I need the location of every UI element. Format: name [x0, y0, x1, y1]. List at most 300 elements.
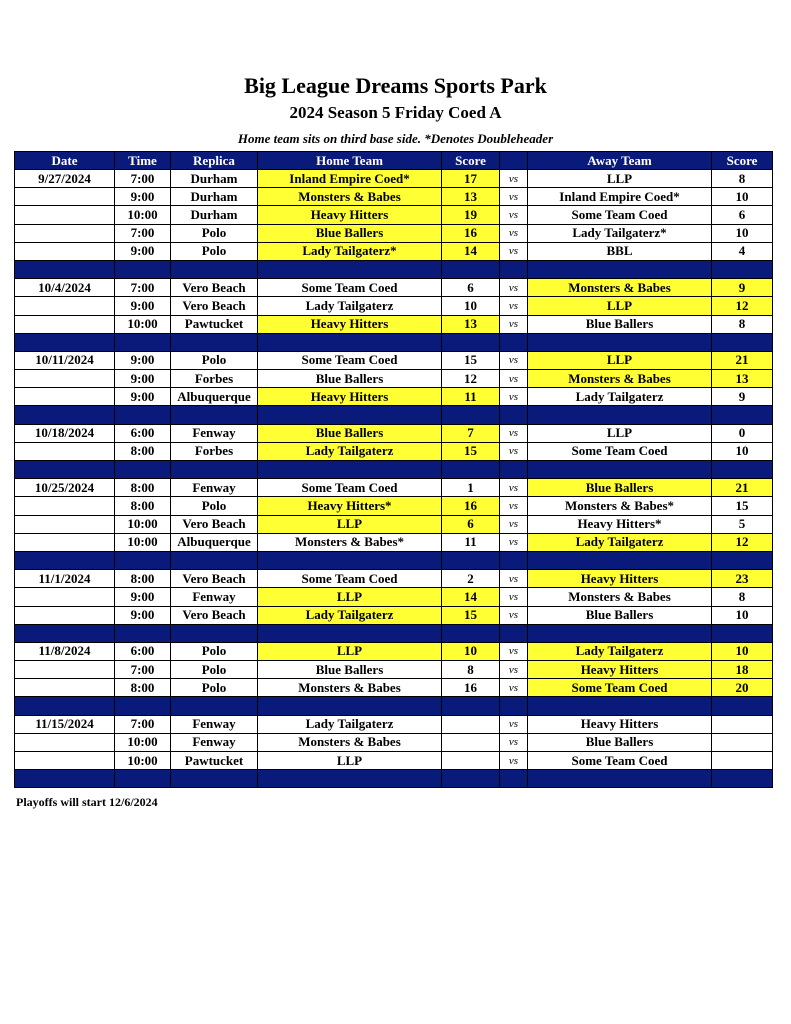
season-subtitle: 2024 Season 5 Friday Coed A — [289, 103, 502, 122]
separator-row — [15, 461, 773, 479]
away-team: Monsters & Babes — [528, 588, 712, 606]
vs-label: vs — [500, 424, 528, 442]
home-score: 1 — [442, 479, 500, 497]
separator-cell — [528, 551, 712, 569]
separator-cell — [15, 624, 115, 642]
home-score: 10 — [442, 297, 500, 315]
col-header-date: Date — [15, 152, 115, 170]
vs-label: vs — [500, 170, 528, 188]
col-header-home-score: Score — [442, 152, 500, 170]
game-date: 11/8/2024 — [15, 642, 115, 660]
table-header-row — [15, 152, 773, 170]
game-time: 10:00 — [115, 315, 171, 333]
game-date — [15, 515, 115, 533]
separator-row — [15, 624, 773, 642]
table-row — [15, 752, 773, 770]
vs-label: vs — [500, 224, 528, 242]
page-title: Big League Dreams Sports Park — [244, 73, 547, 98]
home-score: 12 — [442, 370, 500, 388]
table-row — [15, 533, 773, 551]
away-score: 4 — [712, 242, 773, 260]
home-score: 13 — [442, 315, 500, 333]
separator-cell — [442, 697, 500, 715]
separator-row — [15, 260, 773, 278]
field-replica: Durham — [171, 188, 258, 206]
game-date: 11/1/2024 — [15, 570, 115, 588]
separator-cell — [15, 770, 115, 788]
home-team: Blue Ballers — [258, 370, 442, 388]
away-score: 10 — [712, 642, 773, 660]
field-replica: Durham — [171, 170, 258, 188]
away-team: LLP — [528, 351, 712, 369]
separator-cell — [258, 770, 442, 788]
away-team: Heavy Hitters — [528, 661, 712, 679]
away-team: Lady Tailgaterz — [528, 388, 712, 406]
game-date — [15, 297, 115, 315]
separator-cell — [712, 260, 773, 278]
away-score: 21 — [712, 351, 773, 369]
schedule-note: Home team sits on third base side. *Denotes Doubleheader — [237, 131, 554, 146]
col-header-away-team: Away Team — [528, 152, 712, 170]
separator-cell — [115, 461, 171, 479]
home-score: 15 — [442, 606, 500, 624]
separator-cell — [442, 461, 500, 479]
home-team: Blue Ballers — [258, 224, 442, 242]
away-score: 0 — [712, 424, 773, 442]
game-time: 9:00 — [115, 188, 171, 206]
vs-label: vs — [500, 388, 528, 406]
home-team: Some Team Coed — [258, 570, 442, 588]
col-header-home-team: Home Team — [258, 152, 442, 170]
game-date — [15, 606, 115, 624]
game-date — [15, 497, 115, 515]
table-row — [15, 424, 773, 442]
vs-label: vs — [500, 351, 528, 369]
home-team: Monsters & Babes — [258, 733, 442, 751]
separator-row — [15, 551, 773, 569]
away-team: LLP — [528, 424, 712, 442]
game-date — [15, 533, 115, 551]
table-row — [15, 570, 773, 588]
home-score: 2 — [442, 570, 500, 588]
separator-cell — [500, 406, 528, 424]
separator-cell — [171, 697, 258, 715]
away-team: BBL — [528, 242, 712, 260]
separator-cell — [500, 333, 528, 351]
game-time: 8:00 — [115, 442, 171, 460]
vs-label: vs — [500, 188, 528, 206]
game-time: 8:00 — [115, 479, 171, 497]
away-score: 12 — [712, 297, 773, 315]
home-team: Inland Empire Coed* — [258, 170, 442, 188]
away-score — [712, 715, 773, 733]
vs-label: vs — [500, 279, 528, 297]
field-replica: Polo — [171, 242, 258, 260]
home-score: 6 — [442, 279, 500, 297]
game-time: 8:00 — [115, 570, 171, 588]
separator-cell — [258, 624, 442, 642]
away-score: 18 — [712, 661, 773, 679]
home-score: 6 — [442, 515, 500, 533]
home-score: 14 — [442, 242, 500, 260]
vs-label: vs — [500, 479, 528, 497]
separator-cell — [15, 461, 115, 479]
vs-label: vs — [500, 206, 528, 224]
table-row — [15, 715, 773, 733]
table-row — [15, 661, 773, 679]
table-row — [15, 388, 773, 406]
separator-cell — [258, 260, 442, 278]
game-date — [15, 442, 115, 460]
separator-cell — [528, 461, 712, 479]
table-row — [15, 515, 773, 533]
home-score: 19 — [442, 206, 500, 224]
separator-cell — [500, 461, 528, 479]
separator-cell — [171, 260, 258, 278]
home-team: Lady Tailgaterz — [258, 606, 442, 624]
away-score: 10 — [712, 442, 773, 460]
game-date: 9/27/2024 — [15, 170, 115, 188]
field-replica: Polo — [171, 679, 258, 697]
separator-cell — [712, 551, 773, 569]
home-score: 15 — [442, 351, 500, 369]
game-time: 10:00 — [115, 752, 171, 770]
home-score: 11 — [442, 388, 500, 406]
game-date: 10/11/2024 — [15, 351, 115, 369]
away-score: 5 — [712, 515, 773, 533]
game-time: 7:00 — [115, 661, 171, 679]
table-row — [15, 297, 773, 315]
home-team: Heavy Hitters — [258, 315, 442, 333]
home-team: Heavy Hitters* — [258, 497, 442, 515]
game-time: 7:00 — [115, 279, 171, 297]
away-team: Monsters & Babes* — [528, 497, 712, 515]
game-time: 9:00 — [115, 370, 171, 388]
table-row — [15, 679, 773, 697]
away-score: 8 — [712, 315, 773, 333]
separator-cell — [442, 624, 500, 642]
away-score: 23 — [712, 570, 773, 588]
separator-cell — [442, 770, 500, 788]
game-date — [15, 733, 115, 751]
game-date: 11/15/2024 — [15, 715, 115, 733]
away-score: 15 — [712, 497, 773, 515]
away-team: Inland Empire Coed* — [528, 188, 712, 206]
separator-cell — [171, 461, 258, 479]
home-team: LLP — [258, 752, 442, 770]
field-replica: Polo — [171, 224, 258, 242]
away-team: Some Team Coed — [528, 679, 712, 697]
separator-cell — [528, 624, 712, 642]
away-team: Heavy Hitters* — [528, 515, 712, 533]
field-replica: Durham — [171, 206, 258, 224]
field-replica: Fenway — [171, 424, 258, 442]
table-row — [15, 606, 773, 624]
game-date — [15, 388, 115, 406]
home-team: Blue Ballers — [258, 661, 442, 679]
away-team: Blue Ballers — [528, 479, 712, 497]
separator-cell — [171, 333, 258, 351]
separator-cell — [528, 406, 712, 424]
separator-cell — [258, 406, 442, 424]
table-row — [15, 206, 773, 224]
game-date — [15, 315, 115, 333]
separator-cell — [115, 333, 171, 351]
away-score — [712, 752, 773, 770]
away-score: 6 — [712, 206, 773, 224]
separator-cell — [500, 260, 528, 278]
home-score — [442, 752, 500, 770]
vs-label: vs — [500, 588, 528, 606]
separator-cell — [712, 624, 773, 642]
game-time: 7:00 — [115, 170, 171, 188]
vs-label: vs — [500, 679, 528, 697]
away-team: Monsters & Babes — [528, 279, 712, 297]
separator-cell — [15, 551, 115, 569]
game-time: 7:00 — [115, 715, 171, 733]
field-replica: Albuquerque — [171, 388, 258, 406]
home-score: 13 — [442, 188, 500, 206]
home-score — [442, 715, 500, 733]
home-team: Lady Tailgaterz — [258, 442, 442, 460]
home-team: Some Team Coed — [258, 351, 442, 369]
away-score: 9 — [712, 388, 773, 406]
away-score: 10 — [712, 224, 773, 242]
away-score: 8 — [712, 170, 773, 188]
game-time: 7:00 — [115, 224, 171, 242]
table-row — [15, 497, 773, 515]
vs-label: vs — [500, 242, 528, 260]
vs-label: vs — [500, 297, 528, 315]
field-replica: Forbes — [171, 370, 258, 388]
away-team: Some Team Coed — [528, 752, 712, 770]
game-time: 9:00 — [115, 606, 171, 624]
separator-row — [15, 697, 773, 715]
home-team: LLP — [258, 642, 442, 660]
table-row — [15, 315, 773, 333]
separator-cell — [15, 406, 115, 424]
away-score: 8 — [712, 588, 773, 606]
game-date — [15, 679, 115, 697]
separator-cell — [712, 770, 773, 788]
separator-cell — [500, 770, 528, 788]
away-score: 21 — [712, 479, 773, 497]
separator-cell — [115, 551, 171, 569]
field-replica: Vero Beach — [171, 279, 258, 297]
separator-cell — [115, 260, 171, 278]
vs-label: vs — [500, 315, 528, 333]
separator-cell — [712, 697, 773, 715]
home-score: 7 — [442, 424, 500, 442]
separator-cell — [115, 770, 171, 788]
separator-cell — [115, 697, 171, 715]
schedule-table — [14, 151, 773, 788]
game-time: 10:00 — [115, 206, 171, 224]
away-team: Some Team Coed — [528, 442, 712, 460]
game-time: 9:00 — [115, 242, 171, 260]
vs-label: vs — [500, 370, 528, 388]
home-team: Some Team Coed — [258, 479, 442, 497]
separator-cell — [171, 624, 258, 642]
field-replica: Fenway — [171, 733, 258, 751]
home-team: Lady Tailgaterz* — [258, 242, 442, 260]
home-team: Some Team Coed — [258, 279, 442, 297]
field-replica: Polo — [171, 497, 258, 515]
col-header-replica: Replica — [171, 152, 258, 170]
separator-cell — [115, 406, 171, 424]
game-time: 9:00 — [115, 388, 171, 406]
game-time: 10:00 — [115, 533, 171, 551]
away-team: LLP — [528, 297, 712, 315]
field-replica: Polo — [171, 661, 258, 679]
separator-cell — [712, 406, 773, 424]
separator-cell — [528, 333, 712, 351]
separator-cell — [258, 461, 442, 479]
field-replica: Vero Beach — [171, 570, 258, 588]
home-score: 8 — [442, 661, 500, 679]
table-row — [15, 370, 773, 388]
vs-label: vs — [500, 515, 528, 533]
table-row — [15, 242, 773, 260]
home-team: LLP — [258, 515, 442, 533]
vs-label: vs — [500, 497, 528, 515]
game-time: 9:00 — [115, 588, 171, 606]
separator-cell — [171, 551, 258, 569]
away-score: 10 — [712, 188, 773, 206]
home-team: Lady Tailgaterz — [258, 715, 442, 733]
vs-label: vs — [500, 606, 528, 624]
home-score: 15 — [442, 442, 500, 460]
home-score: 16 — [442, 224, 500, 242]
home-score: 11 — [442, 533, 500, 551]
game-time: 9:00 — [115, 297, 171, 315]
home-score: 17 — [442, 170, 500, 188]
field-replica: Vero Beach — [171, 515, 258, 533]
away-team: Blue Ballers — [528, 733, 712, 751]
separator-cell — [442, 551, 500, 569]
game-time: 10:00 — [115, 733, 171, 751]
away-team: Lady Tailgaterz — [528, 533, 712, 551]
game-date — [15, 661, 115, 679]
away-team: Some Team Coed — [528, 206, 712, 224]
separator-cell — [258, 333, 442, 351]
home-team: Monsters & Babes* — [258, 533, 442, 551]
away-score: 12 — [712, 533, 773, 551]
game-time: 8:00 — [115, 679, 171, 697]
playoffs-note: Playoffs will start 12/6/2024 — [16, 795, 158, 809]
away-team: Blue Ballers — [528, 315, 712, 333]
game-date: 10/4/2024 — [15, 279, 115, 297]
vs-label: vs — [500, 570, 528, 588]
away-score: 20 — [712, 679, 773, 697]
away-team: Heavy Hitters — [528, 715, 712, 733]
game-date — [15, 206, 115, 224]
home-team: Monsters & Babes — [258, 679, 442, 697]
game-date — [15, 242, 115, 260]
home-score: 10 — [442, 642, 500, 660]
home-score: 16 — [442, 679, 500, 697]
game-date: 10/25/2024 — [15, 479, 115, 497]
vs-label: vs — [500, 533, 528, 551]
separator-cell — [528, 260, 712, 278]
separator-cell — [442, 260, 500, 278]
home-team: Monsters & Babes — [258, 188, 442, 206]
vs-label: vs — [500, 442, 528, 460]
col-header-time: Time — [115, 152, 171, 170]
separator-cell — [500, 551, 528, 569]
col-header-vs — [500, 152, 528, 170]
away-team: Lady Tailgaterz — [528, 642, 712, 660]
separator-cell — [171, 406, 258, 424]
vs-label: vs — [500, 661, 528, 679]
home-score: 14 — [442, 588, 500, 606]
home-team: Heavy Hitters — [258, 206, 442, 224]
vs-label: vs — [500, 642, 528, 660]
field-replica: Pawtucket — [171, 752, 258, 770]
home-team: Heavy Hitters — [258, 388, 442, 406]
table-row — [15, 588, 773, 606]
table-row — [15, 733, 773, 751]
field-replica: Polo — [171, 351, 258, 369]
game-date — [15, 752, 115, 770]
schedule-body — [15, 170, 773, 788]
vs-label: vs — [500, 752, 528, 770]
game-date — [15, 224, 115, 242]
separator-cell — [258, 551, 442, 569]
separator-cell — [528, 697, 712, 715]
separator-row — [15, 770, 773, 788]
separator-cell — [258, 697, 442, 715]
away-score — [712, 733, 773, 751]
game-time: 9:00 — [115, 351, 171, 369]
away-score: 10 — [712, 606, 773, 624]
separator-cell — [712, 333, 773, 351]
game-time: 10:00 — [115, 515, 171, 533]
game-date — [15, 370, 115, 388]
table-row — [15, 442, 773, 460]
home-team: Blue Ballers — [258, 424, 442, 442]
field-replica: Fenway — [171, 588, 258, 606]
separator-row — [15, 333, 773, 351]
home-score: 16 — [442, 497, 500, 515]
field-replica: Forbes — [171, 442, 258, 460]
away-score: 9 — [712, 279, 773, 297]
field-replica: Pawtucket — [171, 315, 258, 333]
separator-cell — [712, 461, 773, 479]
away-score: 13 — [712, 370, 773, 388]
field-replica: Vero Beach — [171, 297, 258, 315]
game-time: 6:00 — [115, 424, 171, 442]
home-team: LLP — [258, 588, 442, 606]
separator-cell — [15, 260, 115, 278]
away-team: Blue Ballers — [528, 606, 712, 624]
table-row — [15, 188, 773, 206]
away-team: Lady Tailgaterz* — [528, 224, 712, 242]
home-score — [442, 733, 500, 751]
game-date — [15, 188, 115, 206]
away-team: Heavy Hitters — [528, 570, 712, 588]
field-replica: Fenway — [171, 715, 258, 733]
separator-cell — [528, 770, 712, 788]
table-row — [15, 642, 773, 660]
separator-cell — [171, 770, 258, 788]
table-row — [15, 279, 773, 297]
game-time: 6:00 — [115, 642, 171, 660]
separator-cell — [115, 624, 171, 642]
separator-row — [15, 406, 773, 424]
away-team: LLP — [528, 170, 712, 188]
separator-cell — [500, 624, 528, 642]
